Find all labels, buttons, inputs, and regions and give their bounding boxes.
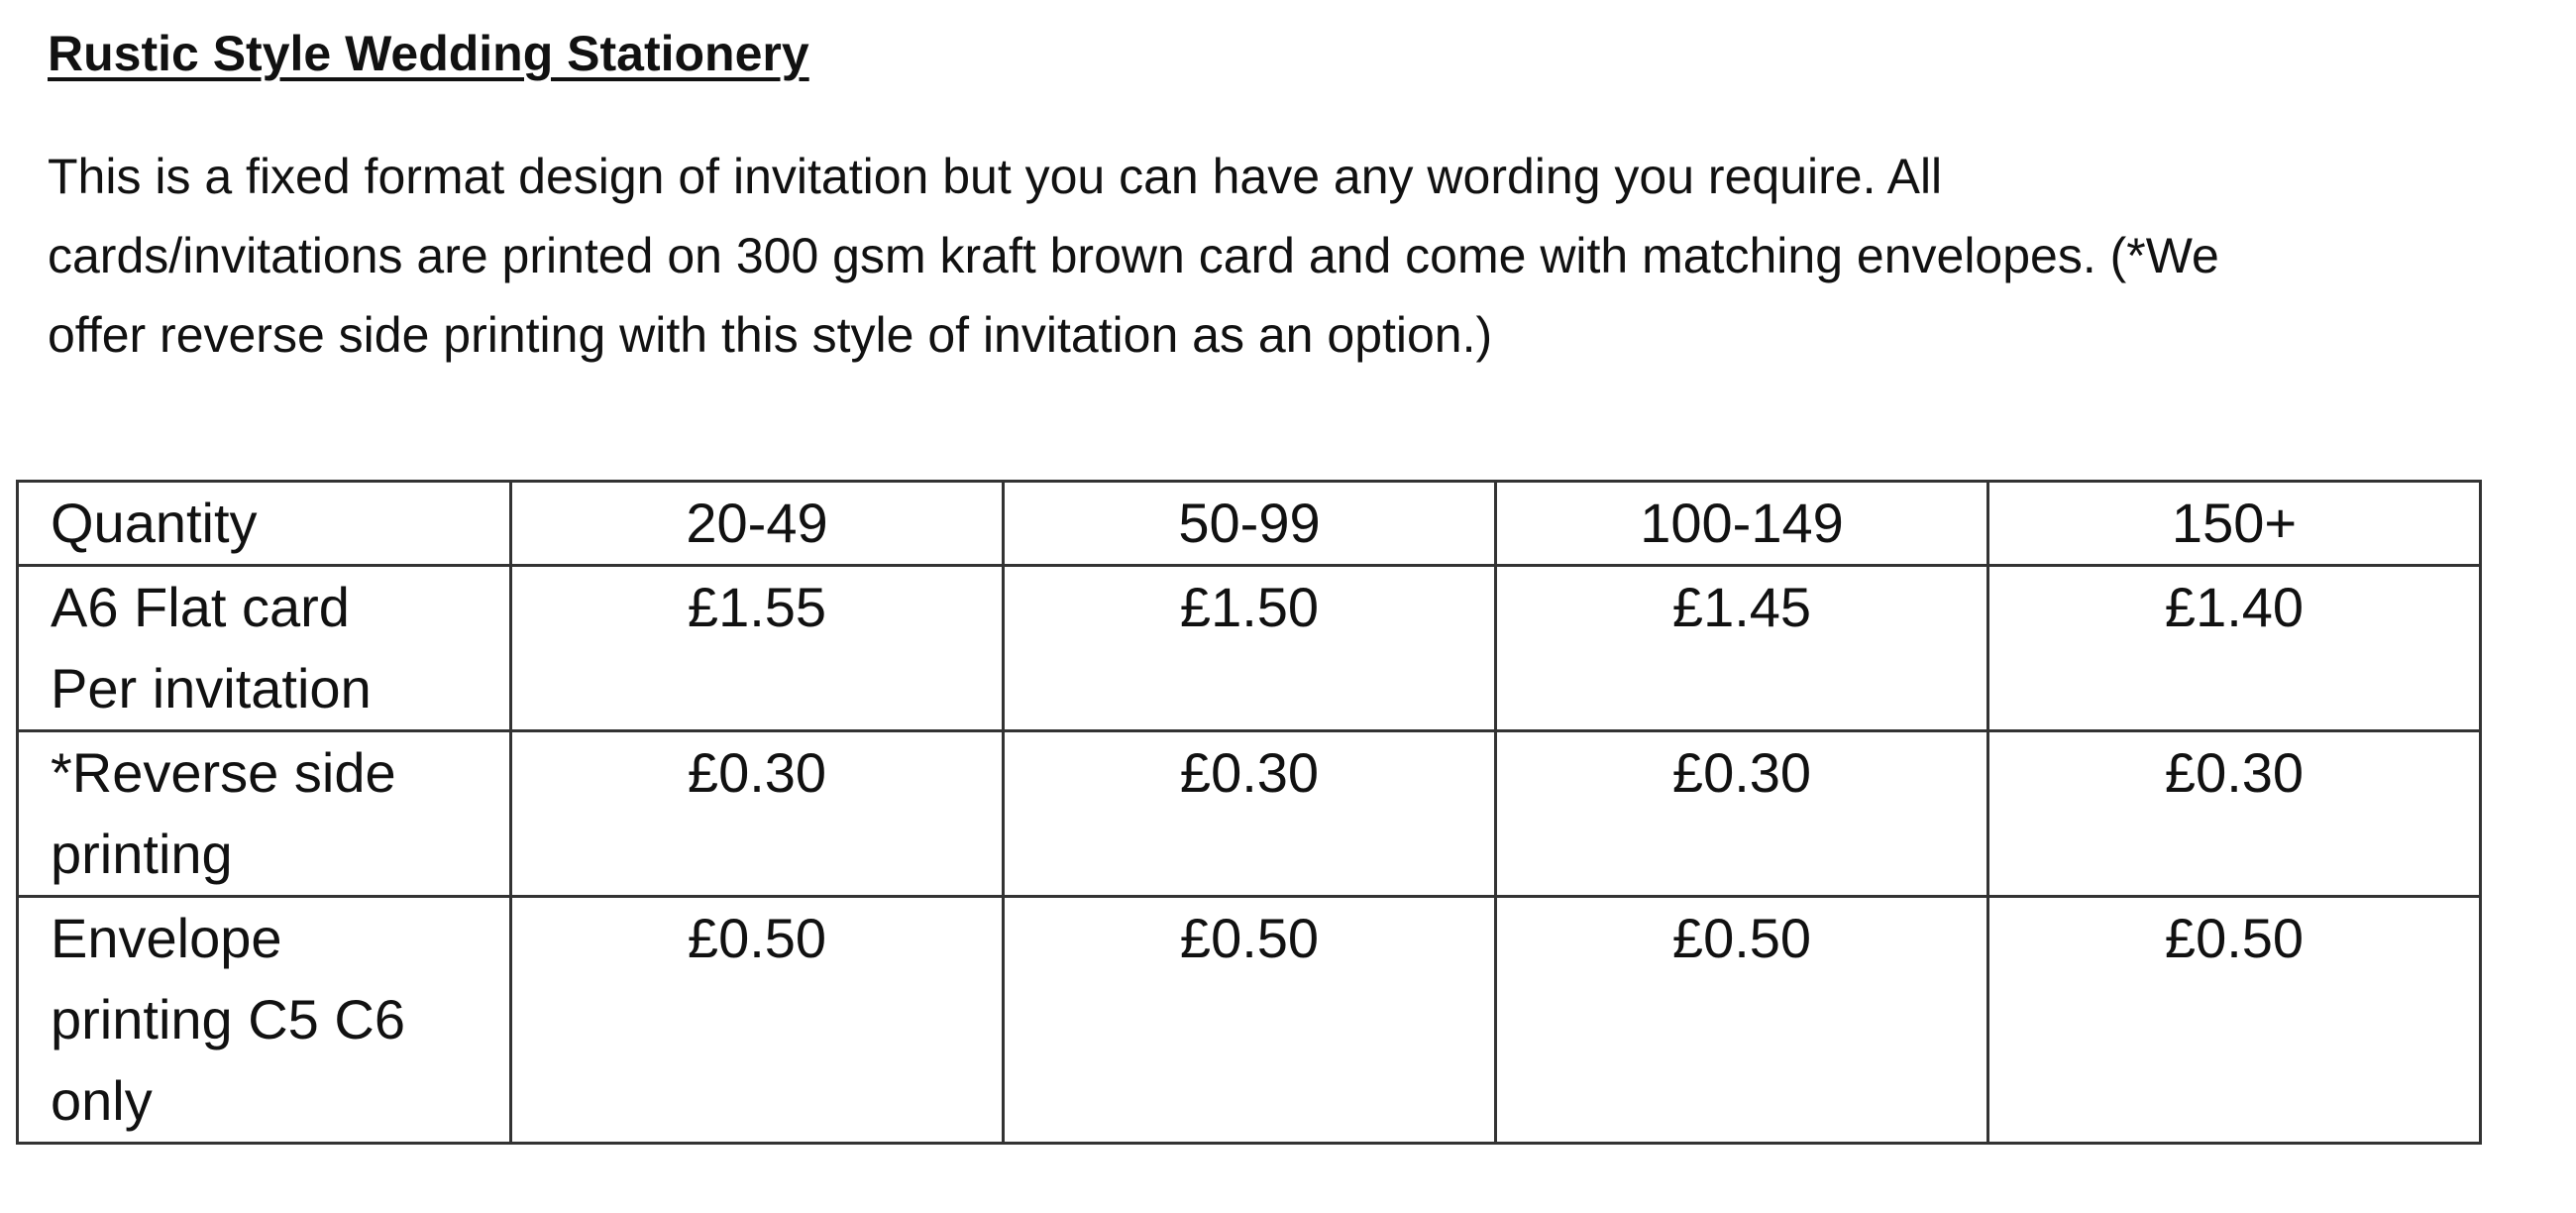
- price-cell: £1.40: [1988, 566, 2481, 731]
- quantity-header-label: Quantity: [51, 492, 258, 554]
- table-row: [18, 566, 2481, 731]
- quantity-range-header: 20-49: [511, 482, 1004, 566]
- table-header-row: [18, 482, 2481, 566]
- pricing-table: [16, 480, 2482, 1145]
- table-row: [18, 731, 2481, 897]
- row-label-line: Envelope: [51, 907, 282, 969]
- quantity-range-header: 150+: [1988, 482, 2481, 566]
- table-row: [18, 897, 2481, 1144]
- price-cell: £0.30: [511, 731, 1004, 897]
- price-cell: £0.30: [1496, 731, 1988, 897]
- intro-line: offer reverse side printing with this style of invitation as an option.): [48, 307, 1493, 363]
- quantity-range-header: 100-149: [1496, 482, 1988, 566]
- intro-line: This is a fixed format design of invitation but you can have any wording you require. All: [48, 149, 1943, 204]
- price-cell: £0.50: [1496, 897, 1988, 1144]
- price-cell: £0.30: [1988, 731, 2481, 897]
- row-label-line: Per invitation: [51, 657, 372, 719]
- row-label-cell: [18, 897, 511, 1144]
- price-cell: £0.50: [1004, 897, 1496, 1144]
- row-label-line: *Reverse side: [51, 741, 396, 804]
- row-label-line: printing: [51, 823, 233, 885]
- quantity-header-cell: [18, 482, 511, 566]
- row-label-line: A6 Flat card: [51, 576, 350, 638]
- price-cell: £0.50: [1988, 897, 2481, 1144]
- intro-paragraph: [48, 137, 2544, 375]
- price-cell: £0.30: [1004, 731, 1496, 897]
- row-label-line: only: [51, 1069, 153, 1132]
- document-title: Rustic Style Wedding Stationery: [48, 26, 809, 81]
- price-cell: £1.50: [1004, 566, 1496, 731]
- row-label-cell: [18, 566, 511, 731]
- quantity-range-header: 50-99: [1004, 482, 1496, 566]
- price-cell: £1.45: [1496, 566, 1988, 731]
- row-label-line: printing C5 C6: [51, 988, 405, 1050]
- intro-line: cards/invitations are printed on 300 gsm kraft brown card and come with matching envelopes. (*We: [48, 228, 2219, 283]
- row-label-cell: [18, 731, 511, 897]
- price-cell: £1.55: [511, 566, 1004, 731]
- price-cell: £0.50: [511, 897, 1004, 1144]
